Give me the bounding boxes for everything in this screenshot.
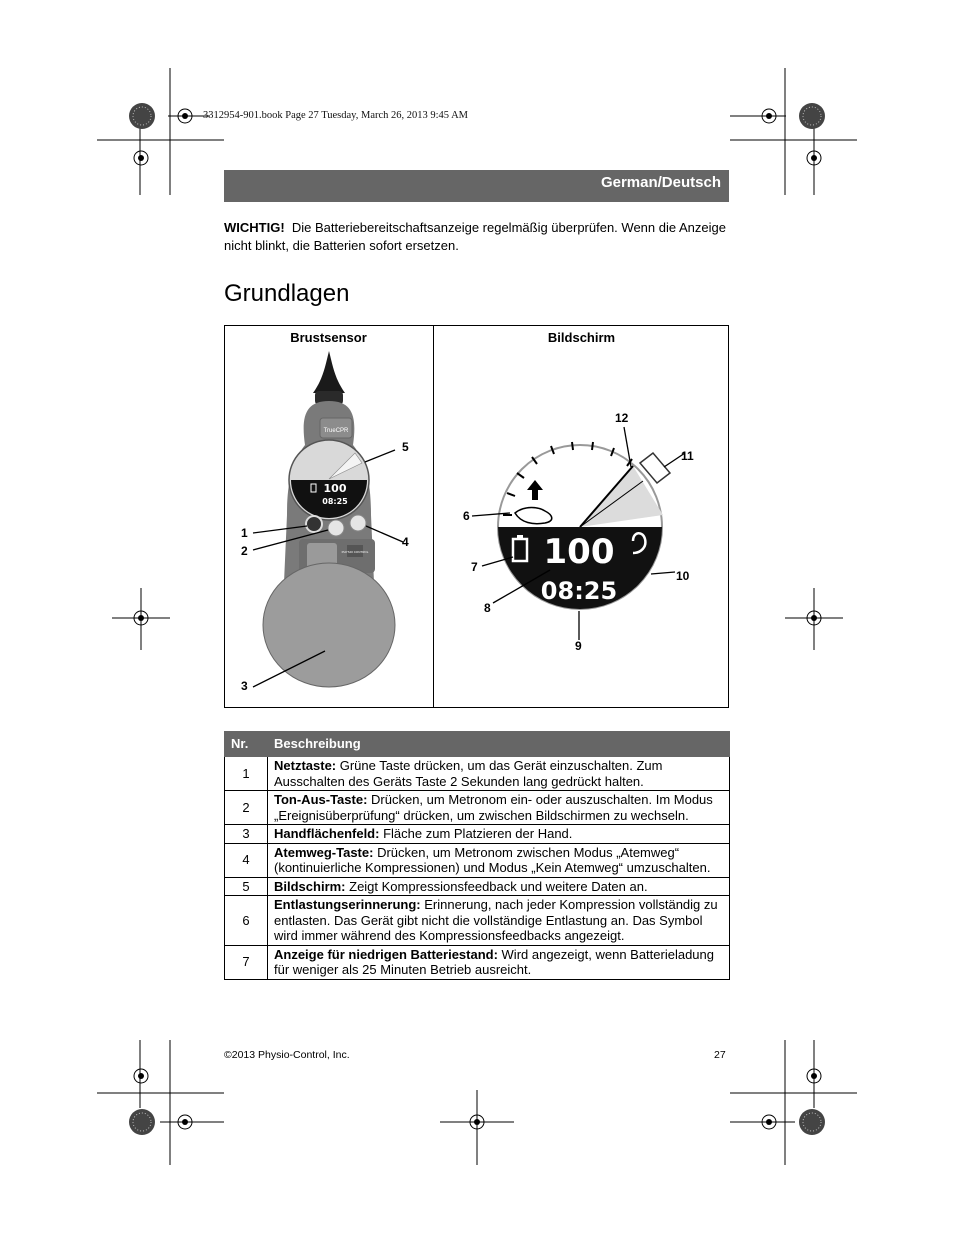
row-text: Drücken, um Metronom zwischen Modus „Atemweg“ (kontinuierliche Kompressionen) und Modus „Kein Atemweg“ umzuschalten. [274,844,711,875]
row-number: 7 [225,945,268,979]
important-note [224,219,734,254]
figure-heading-brustsensor: Brustsensor [290,330,367,345]
print-header: 3312954-901.book Page 27 Tuesday, March 26, 2013 9:45 AM [203,110,469,121]
row-number: 1 [225,757,268,791]
device-screen-time: 08:25 [322,497,348,506]
row-text: Erinnerung, nach jeder Kompression vollständig zu entlasten. Das Gerät gibt nicht die vollständige Entlastung an. Das Symbol wird immer während des Kompressionsfeedbacks angezeigt. [274,897,718,943]
row-description [268,825,730,844]
device-screen-value: 100 [323,482,347,495]
row-term: Ton-Aus-Taste: [274,792,368,807]
mute-button-icon [328,520,344,536]
row-number: 4 [225,843,268,877]
row-description [268,843,730,877]
crosshair-icon [134,1069,148,1083]
starburst-mark-icon [129,103,155,129]
starburst-mark-icon [799,103,825,129]
column-header-nr: Nr. [225,732,268,757]
callout-3: 3 [241,679,248,693]
airway-button-icon [350,515,366,531]
callout-1: 1 [241,526,248,540]
row-number: 6 [225,896,268,946]
column-header-beschreibung: Beschreibung [268,732,730,757]
crosshair-icon [134,151,148,165]
section-title: Grundlagen [224,280,350,307]
row-text: Drücken, um Metronom ein- oder auszuschalten. Im Modus „Ereignisüberprüfung“ drücken, um zwischen Bildschirmen zu wechseln. [274,792,713,823]
table-row [225,843,730,877]
device-brand: TrueCPR [323,428,349,434]
language-bar: German/Deutsch [224,170,729,202]
row-description [268,945,730,979]
description-table [224,731,730,980]
starburst-mark-icon [799,1109,825,1135]
table-row [225,757,730,791]
row-term: Handflächenfeld: [274,826,380,841]
row-description [268,896,730,946]
figure-divider [433,325,434,708]
callout-11: 11 [681,449,694,463]
row-term: Atemweg-Taste: [274,844,374,860]
table-row [225,877,730,896]
callout-5: 5 [402,440,409,454]
row-term: Bildschirm: [274,878,346,894]
row-term: Anzeige für niedrigen Batteriestand: [274,946,498,962]
callout-12: 12 [615,411,629,425]
table-row [225,896,730,946]
callout-4: 4 [402,535,409,549]
device-logo: PHYSIO CONTROL [341,550,369,554]
row-text: Zeigt Kompressionsfeedback und weitere Daten an. [345,878,648,894]
callout-10: 10 [676,569,690,583]
row-number: 5 [225,877,268,896]
row-description [268,791,730,825]
screen-time: 08:25 [540,577,618,605]
row-text: Wird angezeigt, wenn Batterieladung für weniger als 25 Minuten Betrieb ausreicht. [274,946,714,977]
important-label: WICHTIG! [224,220,285,235]
chest-sensor-illustration [225,345,433,705]
important-text: Die Batteriebereitschaftsanzeige regelmäßig überprüfen. Wenn die Anzeige nicht blinkt, die Batterien sofort ersetzen. [224,220,726,253]
footer-page-number: 27 [714,1049,726,1061]
row-description [268,877,730,896]
row-number: 3 [225,825,268,844]
row-text: Grüne Taste drücken, um das Gerät einzuschalten. Zum Ausschalten des Geräts Taste 2 Sekunden lang gedrückt halten. [274,758,663,789]
callout-8: 8 [484,601,491,615]
table-header-row [225,732,730,757]
callout-6: 6 [463,509,470,523]
callout-9: 9 [575,639,582,653]
row-term: Entlastungserinnerung: [274,897,421,912]
power-button-icon [306,516,322,532]
table-row [225,825,730,844]
starburst-mark-icon [129,1109,155,1135]
callout-7: 7 [471,560,478,574]
table-row [225,791,730,825]
callout-2: 2 [241,544,248,558]
row-term: Netztaste: [274,758,337,773]
screen-value: 100 [543,532,615,572]
row-description [268,757,730,791]
table-row [225,945,730,979]
figure-heading-bildschirm: Bildschirm [547,330,616,345]
row-text: Fläche zum Platzieren der Hand. [379,826,573,841]
footer-copyright: ©2013 Physio-Control, Inc. [224,1049,350,1061]
row-number: 2 [225,791,268,825]
